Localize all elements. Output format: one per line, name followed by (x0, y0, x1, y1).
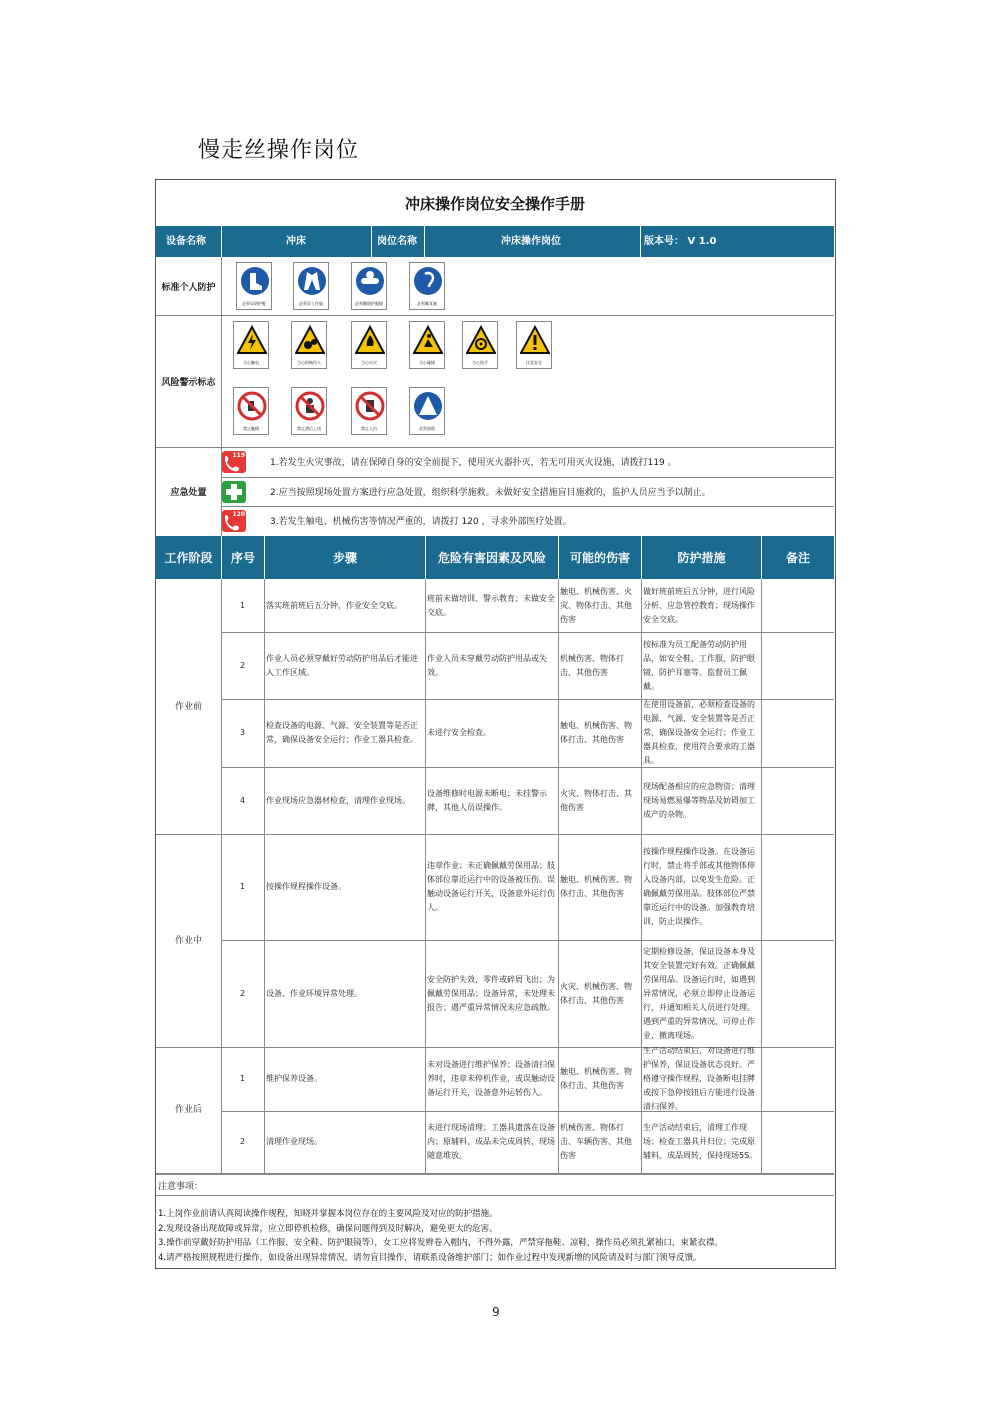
step-cell: 作业人员必须穿戴好劳动防护用品后才能进入工作区域。 (266, 653, 418, 677)
measure-cell: 做好班前班后五分钟，进行风险分析、应急管控教育；现场操作安全交底。 (643, 586, 755, 624)
measure-cell: 定期检修设备，保证设备本身及其安全装置完好有效。正确佩戴劳保用品。设备运行时，如遇到异常情况，必须立即停止设备运行，并通知相关人员进行处理。遇到严重的异常情况，可停止作业，撤离现场。 (643, 946, 755, 1040)
measure-cell: 生产活动结束后，清理工作现场；检查工器具并归位；完成原辅料、成品周转，保持现场5S。 (643, 1123, 758, 1160)
ear-protection-icon (409, 262, 445, 310)
step-cell: 按操作规程操作设备。 (266, 882, 346, 891)
stage-name: 作业中 (174, 935, 202, 946)
row-number: 2 (239, 988, 246, 998)
step-cell: 清理作业现场。 (266, 1137, 322, 1146)
risk.prohibitions-caption: 必须加锁 (419, 426, 435, 431)
risk.prohibitions-caption: 禁止酒后上岗 (297, 426, 321, 431)
fire-warning-icon (351, 321, 387, 369)
column-header: 工作阶段 (156, 536, 221, 579)
note-item: 1.上岗作业前请认真阅读操作规程，知晓并掌握本岗位存在的主要风险及对应的防护措施。 (158, 1209, 498, 1219)
equip-value: 冲床 (286, 236, 306, 247)
row-number: 2 (239, 660, 246, 670)
equip-label: 设备名称 (166, 236, 206, 247)
injury-cell: 触电、机械伤害、火灾、物体打击、其他伤害 (560, 586, 632, 624)
measure-cell: 现场配备相应的应急物资；清理现场易燃易爆等物品及妨碍加工成产的杂物。 (643, 781, 755, 819)
electric-shock-warning-icon (233, 321, 269, 369)
injury-cell: 火灾、机械伤害、物体打击、其他伤害 (560, 981, 632, 1005)
emergency-text: 2.应当按照现场处置方案进行应急处置，组织科学施救。未做好安全措施盲目施救的，监护人员应当予以制止。 (270, 488, 711, 498)
version-label: 版本号： V 1.0 (644, 236, 717, 247)
measure-cell: 按标准为员工配备劳动防护用品，如安全鞋、工作服、防护眼镜、防护耳塞等。监督员工佩戴。 (643, 639, 755, 691)
hazard-cell: 安全防护失效，零件或碎屑飞出；为佩戴劳保用品；设备异常，未处理未报告；遇严重异常情况未应急疏散。 (427, 974, 555, 1012)
no-touch-icon (233, 387, 269, 435)
info-bar (156, 226, 834, 257)
emergency-text: 3.若发生触电、机械伤害等情况严重的，请拨打 120 ，寻求外部医疗处置。 (270, 517, 572, 527)
risk.warnings-caption: 当心机械伤人 (297, 360, 321, 365)
measure-cell: 按操作规程操作设备。在设备运行时，禁止将手部或其他物体伸入设备内部，以免发生危险。正确佩戴劳保用品。肢体部位严禁靠近运行中的设备。加强教育培训，防止误操作。 (643, 847, 755, 926)
risk-label: 风险警示标志 (161, 377, 216, 388)
emergency-number-badge: 119 (232, 452, 245, 459)
column-header: 危险有害因素及风险 (425, 536, 558, 579)
post-label: 岗位名称 (377, 236, 417, 247)
risk.prohibitions-caption: 禁止入内 (361, 426, 377, 431)
note-item: 2.发现设备出现故障或异常，应立即停机检修，确保问题得到及时解决，避免更大的危害。 (158, 1223, 498, 1234)
hazard-cell: 未对设备进行维护保养；设备清扫保养时，违章未停机作业，或误触动设备运行开关，设备意外运转伤人。 (427, 1060, 555, 1097)
row-number: 2 (239, 1137, 246, 1146)
injury-cell: 机械伤害、物体打击、车辆伤害、其他伤害 (560, 1123, 632, 1160)
gear-injury-warning-icon (462, 321, 498, 369)
hazard-cell: 班前未做培训、警示教育；未做安全交底。 (427, 593, 555, 617)
no-entry-icon (351, 387, 387, 435)
risk.prohibitions-caption: 禁止触摸 (243, 426, 259, 431)
injury-cell: 触电、机械伤害、物体打击、其他伤害 (560, 1067, 632, 1090)
no-operation-icon (291, 387, 327, 435)
note-item: 4.请严格按照规程进行操作，如设备出现异常情况，请勿盲目操作，请联系设备维护部门；如作业过程中发现新增的风险请及时与部门领导反馈。 (158, 1252, 702, 1263)
row-number: 4 (239, 795, 246, 805)
risk.warnings-caption: 当心触电 (243, 360, 259, 365)
risk.warnings-caption: 当心绞手 (472, 360, 488, 365)
post-value: 冲床操作岗位 (501, 236, 561, 247)
fire-phone-icon (222, 451, 246, 473)
row-number: 1 (239, 882, 246, 891)
ppe.items-caption: 必须穿工作服 (299, 301, 323, 306)
injury-cell: 触电、机械伤害、物体打击、其他伤害 (560, 721, 632, 744)
stage-name: 作业前 (174, 701, 202, 712)
safety-boots-icon (236, 262, 272, 310)
hazard-cell: 未进行安全检查。 (427, 728, 491, 737)
stage-name: 作业后 (174, 1105, 202, 1115)
column-header: 防护措施 (641, 536, 761, 579)
ppe.items-caption: 必须穿防护鞋 (242, 301, 266, 306)
column-header: 可能的伤害 (558, 536, 641, 579)
mechanical-injury-warning-icon (291, 321, 327, 369)
row-number: 1 (239, 1074, 246, 1083)
injury-cell: 火灾、物体打击、其他伤害 (560, 788, 632, 812)
column-header: 备注 (761, 536, 834, 579)
sheet-title: 冲床操作岗位安全操作手册 (156, 180, 834, 227)
first-aid-icon (222, 481, 246, 503)
risk.warnings-caption: 当心碰撞 (419, 360, 435, 365)
step-cell: 作业现场应急器材检查，清理作业现场。 (266, 795, 410, 805)
step-cell: 维护保养设备。 (266, 1074, 322, 1083)
hazard-cell: 违章作业；未正确佩戴劳保用品；肢体部位靠近运行中的设备被压伤。误触动设备运行开关，设备意外运行伤人。 (427, 861, 555, 912)
risk.warnings-caption: 注意安全 (526, 360, 542, 365)
work-clothes-icon (293, 262, 329, 310)
injury-cell: 触电、机械伤害、物体打击、其他伤害 (560, 875, 632, 898)
column-header: 序号 (221, 536, 264, 579)
column-header: 步骤 (264, 536, 425, 579)
page-heading: 慢走丝操作岗位 (198, 138, 360, 163)
notes-title: 注意事项： (158, 1182, 204, 1192)
injury-cell: 机械伤害、物体打击、其他伤害 (560, 653, 624, 677)
hazard-cell: 作业人员未穿戴劳动防护用品或失效。 (427, 653, 547, 677)
goggles-icon (351, 262, 387, 310)
ppe-label: 标准个人防护 (161, 282, 216, 293)
page-number: 9 (492, 1305, 500, 1319)
hazard-cell: 设备维修时电源未断电；未挂警示牌，其他人员误操作。 (427, 788, 547, 812)
slip-warning-icon (409, 321, 445, 369)
note-item: 3.操作前穿戴好防护用品（工作服、安全鞋、防护眼镜等），女工应将发辫卷入帽内，不得外露，严禁穿拖鞋、凉鞋，操作员必须扎紧袖口，束紧衣襟。 (158, 1238, 723, 1248)
measure-cell: 生产活动结束后，对设备进行维护保养，保证设备状态良好。严格遵守操作规程，设备断电挂牌或按下急停按钮后方能进行设备清扫保养。 (643, 1047, 755, 1111)
step-cell: 落实班前班后五分钟，作业安全交底。 (266, 600, 402, 610)
row-number: 3 (239, 728, 246, 737)
general-warning-icon (516, 321, 552, 369)
ppe.items-caption: 必须戴防护眼镜 (355, 301, 383, 306)
ambulance-phone-icon (222, 510, 246, 532)
hazard-cell: 未进行现场清理；工器具遗落在设备内；原辅料、成品未完成周转，现场随意堆放。 (427, 1123, 555, 1160)
step-cell: 检查设备的电源、气源、安全装置等是否正常，确保设备安全运行；作业工器具检查。 (266, 721, 418, 744)
row-number: 1 (239, 600, 246, 610)
emergency-number-badge: 120 (232, 511, 245, 518)
emergency-label: 应急处置 (170, 488, 207, 498)
step-cell: 设备、作业环境异常处理。 (266, 988, 362, 998)
emergency-text: 1.若发生火灾事故，请在保障自身的安全前提下，使用灭火器扑灭，若无可用灭火设施，请拨打119 。 (270, 458, 677, 468)
ppe.items-caption: 必须戴耳塞 (417, 301, 437, 306)
safety-exit-icon (409, 387, 445, 435)
measure-cell: 在使用设备前，必须检查设备的电源、气源、安全装置等是否正常，确保设备安全运行；作业工器具检查，使用符合要求的工器具。 (643, 700, 755, 765)
safety-manual-sheet (155, 179, 836, 1269)
risk.warnings-caption: 当心火灾 (361, 360, 377, 365)
